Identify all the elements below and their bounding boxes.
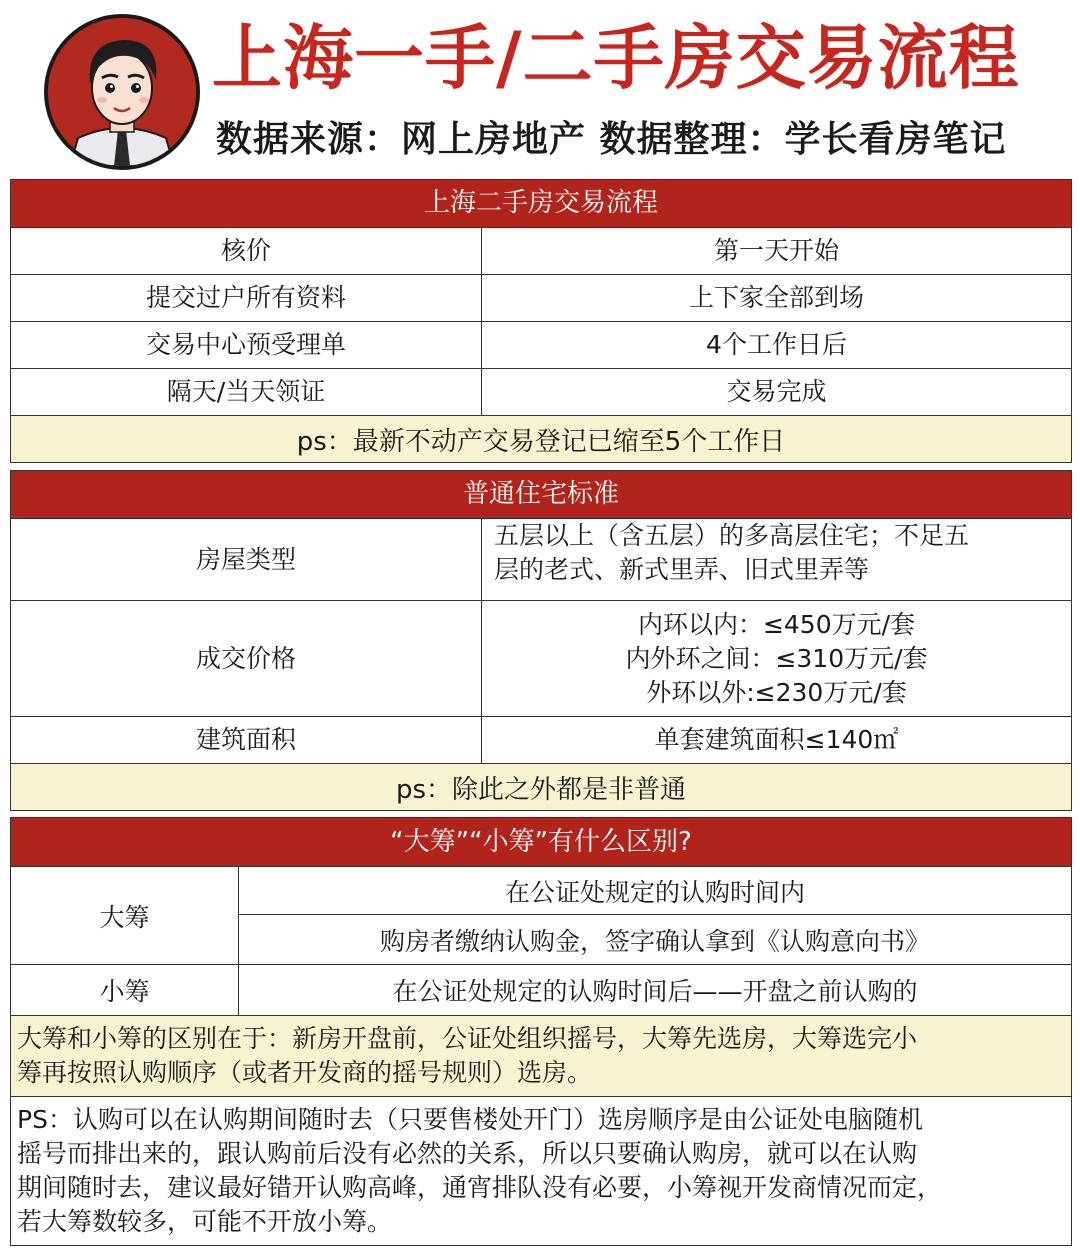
big-chip-line: 在公证处规定的认购时间内: [504, 877, 805, 907]
small-chip-details: [239, 965, 1071, 1015]
price-label: 成交价格: [11, 601, 482, 716]
table-row: [11, 716, 1071, 763]
table-row: [11, 600, 1071, 716]
step-time: 交易完成: [726, 377, 827, 406]
step-time: 上下家全部到场: [688, 283, 864, 312]
note-line: 筹再按照认购顺序（或者开发商的摇号规则）选房。: [17, 1058, 593, 1087]
small-chip-line: 在公证处规定的认购时间后——开盘之前认购的: [392, 977, 918, 1006]
section-big-small-chips: [10, 817, 1072, 1246]
note-line: 摇号而排出来的，跟认购前后没有必然的关系，所以只要确认购房，就可以在认购: [17, 1139, 918, 1168]
header: [0, 0, 1080, 178]
area-value: 单套建筑面积≤140㎡: [654, 725, 899, 754]
ps-note: ps：除此之外都是非普通: [11, 763, 1071, 810]
table-row: [11, 368, 1071, 415]
house-type-line: 五层以上（含五层）的多高层住宅；不足五: [494, 521, 970, 550]
small-chip-row: [11, 964, 1071, 1015]
step-name: 核价: [11, 228, 482, 274]
ps-note-long: [11, 1096, 1071, 1245]
note-line: PS：认购可以在认购期间随时去（只要售楼处开门）选房顺序是由公证处电脑随机: [17, 1105, 923, 1134]
step-name: 提交过户所有资料: [11, 275, 482, 321]
price-line: 外环以外:≤230万元/套: [646, 677, 907, 707]
house-type-line: 层的老式、新式里弄、旧式里弄等: [494, 555, 870, 584]
section-heading: “大筹”“小筹”有什么区别?: [11, 818, 1071, 866]
note-line: 若大筹数较多，可能不开放小筹。: [17, 1207, 393, 1236]
price-line: 内环以内：≤450万元/套: [637, 609, 916, 639]
note-line: 大筹和小筹的区别在于：新房开盘前，公证处组织摇号，大筹先选房，大筹选完小: [17, 1024, 918, 1053]
house-type-label: 房屋类型: [11, 519, 482, 600]
section-heading: 上海二手房交易流程: [11, 180, 1071, 227]
page-title: 上海一手/二手房交易流程: [212, 17, 1020, 99]
table-row: [11, 518, 1071, 600]
section-ordinary-housing-standard: [10, 470, 1072, 811]
table-row: [11, 227, 1071, 274]
house-type-value: [482, 519, 1071, 600]
section-heading: 普通住宅标准: [11, 471, 1071, 518]
note-line: 期间随时去，建议最好错开认购高峰，通宵排队没有必要，小筹视开发商情况而定，: [17, 1173, 943, 1202]
page-subtitle: 数据来源：网上房地产 数据整理：学长看房笔记: [216, 119, 1007, 160]
table-row: [11, 321, 1071, 368]
big-chip-label: 大筹: [11, 867, 239, 964]
difference-note: [11, 1015, 1071, 1096]
step-time: 4个工作日后: [706, 330, 847, 359]
big-chip-details: [239, 867, 1071, 964]
price-value: [482, 601, 1071, 716]
ps-note: ps：最新不动产交易登记已缩至5个工作日: [11, 415, 1071, 462]
big-chip-row: [11, 866, 1071, 964]
big-chip-line: 购房者缴纳认购金，签字确认拿到《认购意向书》: [239, 914, 1071, 964]
area-label: 建筑面积: [11, 717, 482, 763]
small-chip-label: 小筹: [11, 965, 239, 1015]
price-line: 内外环之间：≤310万元/套: [625, 643, 928, 673]
step-time: 第一天开始: [713, 236, 839, 265]
table-row: [11, 274, 1071, 321]
step-name: 交易中心预受理单: [11, 322, 482, 368]
step-name: 隔天/当天领证: [11, 369, 482, 415]
section-secondhand-process: [10, 179, 1072, 463]
cartoon-man-avatar-icon: [44, 14, 200, 170]
